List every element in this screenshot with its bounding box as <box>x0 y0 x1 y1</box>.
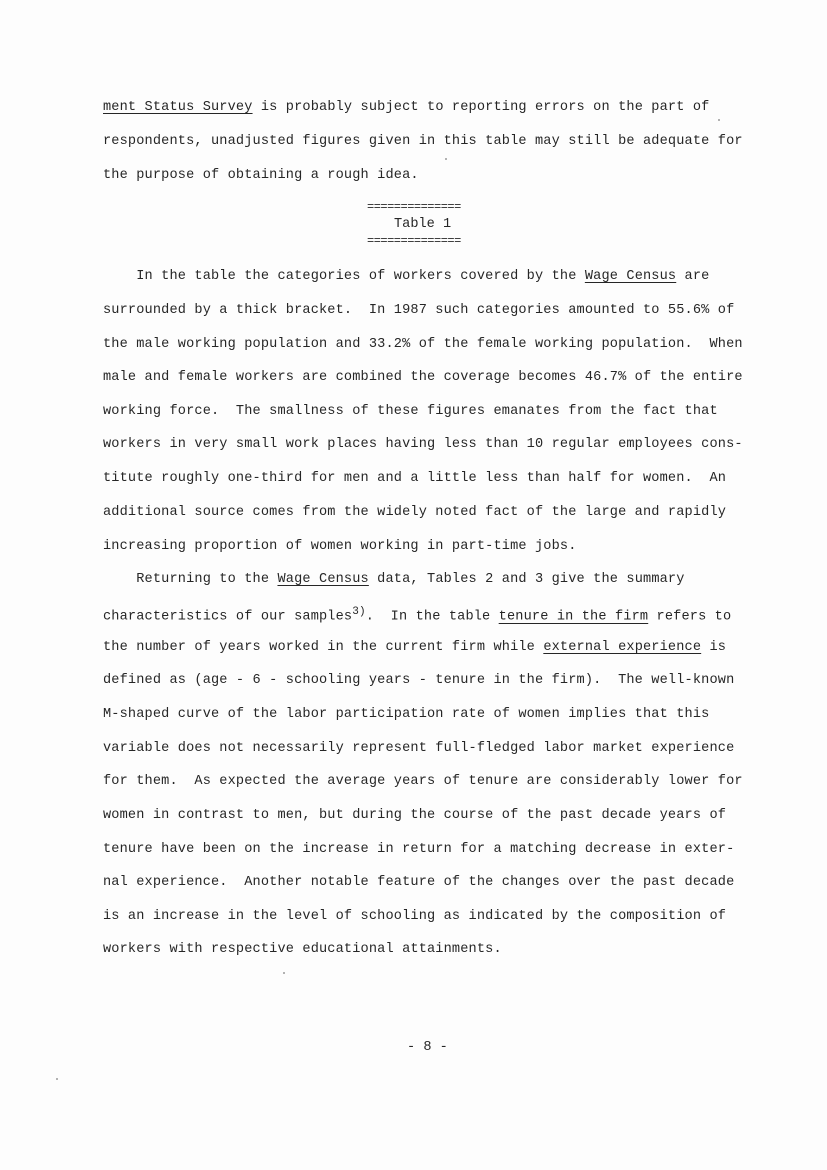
text-line: ment Status Survey is probably subject to reporting errors on the part of <box>103 100 710 115</box>
text-line: working force. The smallness of these figures emanates from the fact that <box>103 404 718 419</box>
page-number: - 8 - <box>407 1040 448 1055</box>
table-rule-top: ============== <box>367 200 461 214</box>
table-reference-title: Table 1 <box>394 217 452 232</box>
underlined-term: ment Status Survey <box>103 100 253 115</box>
text-line: tenure have been on the increase in return for a matching decrease in exter- <box>103 842 735 857</box>
text-line: In the table the categories of workers covered by the Wage Census are <box>103 269 710 284</box>
text-line: titute roughly one-third for men and a little less than half for women. An <box>103 471 727 486</box>
text-line: variable does not necessarily represent full-fledged labor market experience <box>103 741 735 756</box>
text-line: the purpose of obtaining a rough idea. <box>103 168 419 183</box>
scan-speck <box>56 1078 58 1080</box>
scan-speck <box>283 972 285 974</box>
underlined-term: tenure in the firm <box>498 609 649 625</box>
text-line: nal experience. Another notable feature of the changes over the past decade <box>103 875 735 890</box>
text-line: respondents, unadjusted figures given in this table may still be adequate for <box>103 134 743 149</box>
text-line: workers with respective educational attainments. <box>103 942 502 957</box>
table-rule-bottom: ============== <box>367 234 461 248</box>
underlined-term: Wage Census <box>584 269 677 284</box>
text-line: increasing proportion of women working in part-time jobs. <box>103 539 577 554</box>
text-line: characteristics of our samples$^{3)}$. In the table tenure in the firm refers to <box>103 606 732 625</box>
text-line: M-shaped curve of the labor participation rate of women implies that this <box>103 707 710 722</box>
scan-speck <box>445 158 447 160</box>
text-line: Returning to the Wage Census data, Tables 2 and 3 give the summary <box>103 572 685 587</box>
text-line: surrounded by a thick bracket. In 1987 such categories amounted to 55.6% of <box>103 303 735 318</box>
text-line: workers in very small work places having less than 10 regular employees cons- <box>103 437 743 452</box>
text-line: for them. As expected the average years of tenure are considerably lower for <box>103 774 743 789</box>
text-line: the male working population and 33.2% of the female working population. When <box>103 337 743 352</box>
text-line: defined as (age - 6 - schooling years - tenure in the firm). The well-known <box>103 673 735 688</box>
text-line: the number of years worked in the current firm while external experience is <box>103 640 727 655</box>
text-line: male and female workers are combined the coverage becomes 46.7% of the entire <box>103 370 743 385</box>
underlined-term: external experience <box>543 640 702 655</box>
scan-speck <box>718 119 720 121</box>
footnote-marker: 3) <box>352 606 366 618</box>
text-line: is an increase in the level of schooling as indicated by the composition of <box>103 909 727 924</box>
text-line: women in contrast to men, but during the course of the past decade years of <box>103 808 727 823</box>
text-line: additional source comes from the widely noted fact of the large and rapidly <box>103 505 727 520</box>
underlined-term: Wage Census <box>277 572 369 587</box>
